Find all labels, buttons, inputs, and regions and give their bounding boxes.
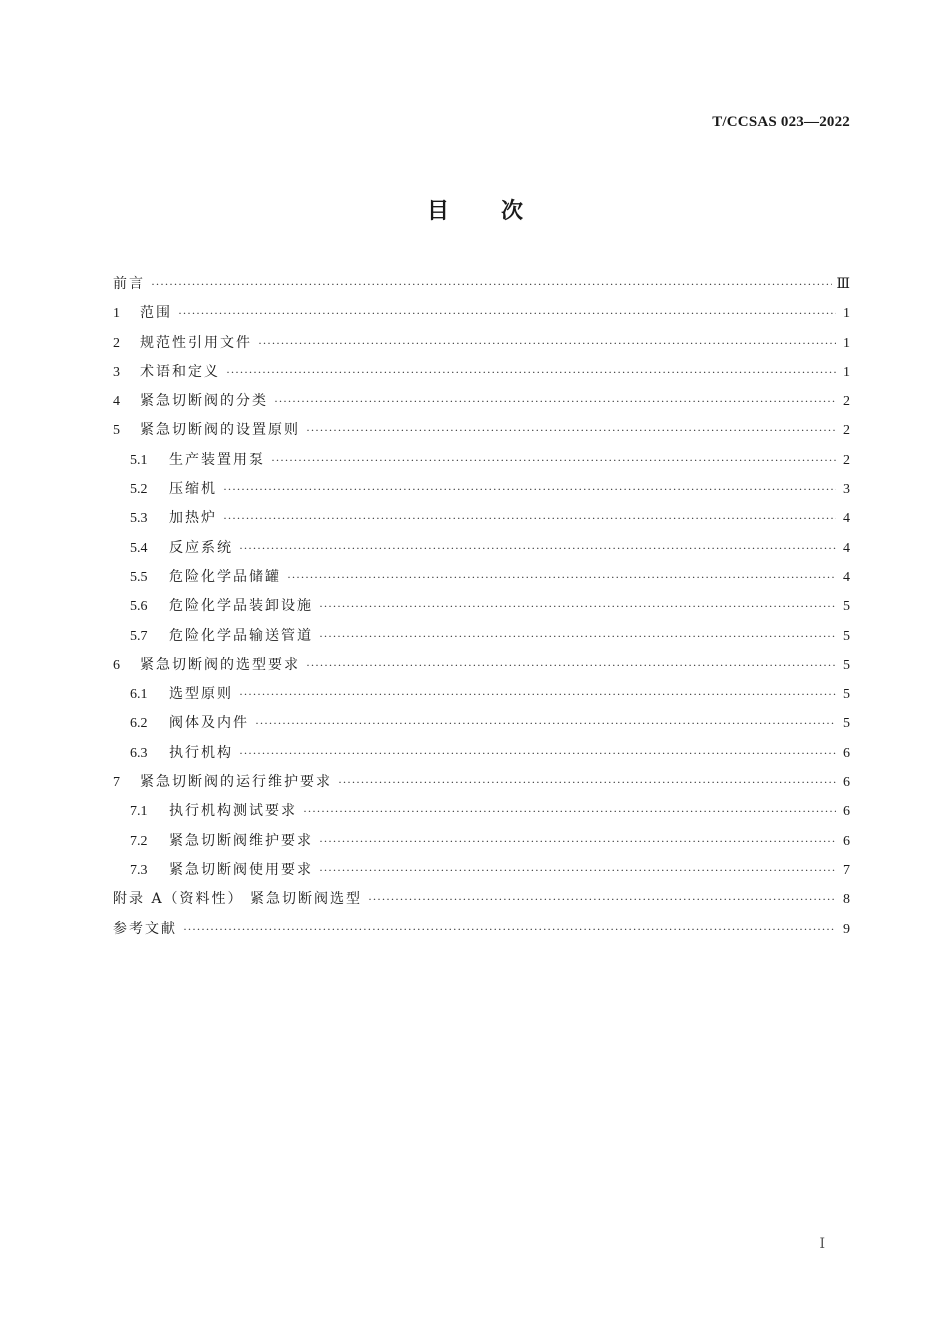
toc-entry-label: 规范性引用文件 [140, 334, 252, 351]
toc-entry-page: 1 [843, 306, 850, 322]
toc-entry-label: 紧急切断阀使用要求 [169, 861, 313, 878]
dot-leader [338, 768, 836, 797]
toc-entry-number: 5 [113, 423, 120, 439]
document-code: T/CCSAS 023—2022 [712, 114, 850, 130]
toc-entry-number: 6.3 [130, 745, 148, 761]
toc-entry-page: 4 [843, 511, 850, 527]
toc-entry[interactable] [113, 329, 850, 358]
toc-entry-label: 执行机构 [169, 744, 233, 761]
toc-title: 目次 [426, 199, 575, 224]
toc-entry-page: 5 [843, 599, 850, 615]
toc-entry-page: 2 [843, 423, 850, 439]
toc-entry[interactable] [113, 504, 850, 533]
toc-entry[interactable] [113, 915, 850, 944]
dot-leader [287, 563, 836, 592]
toc-entry-number: 5.3 [130, 511, 148, 527]
toc-entry-page: 4 [843, 540, 850, 556]
dot-leader [306, 651, 836, 680]
toc-entry[interactable] [113, 885, 850, 914]
toc-entry-label: 危险化学品输送管道 [169, 627, 313, 644]
dot-leader [319, 592, 836, 621]
toc-entry-label: 紧急切断阀的选型要求 [140, 656, 300, 673]
dot-leader [319, 856, 836, 885]
toc-entry-page: 9 [843, 921, 850, 937]
dot-leader [178, 299, 836, 328]
dot-leader [319, 827, 836, 856]
toc-entry-label: 阀体及内件 [169, 715, 249, 732]
toc-entry-page: Ⅲ [836, 277, 850, 292]
toc-entry[interactable] [113, 709, 850, 738]
toc-entry-page: 5 [843, 716, 850, 732]
toc-entry[interactable] [113, 680, 850, 709]
toc-entry[interactable] [113, 622, 850, 651]
toc-entry[interactable] [113, 739, 850, 768]
dot-leader [306, 416, 836, 445]
dot-leader [319, 622, 836, 651]
dot-leader [239, 534, 836, 563]
toc-entry-page: 7 [843, 862, 850, 878]
toc-entry-number: 6 [113, 657, 120, 673]
toc-entry-number: 7.2 [130, 833, 148, 849]
toc-entry-label: 选型原则 [169, 686, 233, 703]
dot-leader [258, 329, 836, 358]
toc-entry-number: 1 [113, 306, 120, 322]
toc-entry-page: 5 [843, 657, 850, 673]
toc-entry-number: 5.4 [130, 540, 148, 556]
toc-entry-page: 1 [843, 364, 850, 380]
toc-entry-page: 2 [843, 394, 850, 410]
toc-entry[interactable] [113, 534, 850, 563]
toc-entry-number: 7.3 [130, 862, 148, 878]
toc-entry[interactable] [113, 416, 850, 445]
toc-entry[interactable] [113, 358, 850, 387]
dot-leader [239, 680, 836, 709]
toc-entry-page: 3 [843, 482, 850, 498]
toc-entry-label: 反应系统 [169, 539, 233, 556]
toc-entry-number: 2 [113, 335, 120, 351]
toc-entry-label: 前言 [113, 276, 145, 292]
toc-entry-label: 紧急切断阀的设置原则 [140, 422, 300, 439]
toc-entry[interactable] [113, 563, 850, 592]
toc-entry[interactable] [113, 387, 850, 416]
toc-entry-number: 5.5 [130, 569, 148, 585]
toc-list [113, 270, 850, 944]
toc-entry-page: 6 [843, 745, 850, 761]
toc-entry-number: 5.6 [130, 599, 148, 615]
toc-entry-label: 术语和定义 [140, 363, 220, 380]
toc-entry-page: 5 [843, 687, 850, 703]
toc-entry-number: 5.1 [130, 452, 148, 468]
toc-entry-number: 7.1 [130, 804, 148, 820]
dot-leader [239, 739, 836, 768]
toc-entry-label: 压缩机 [169, 481, 217, 498]
dot-leader [274, 387, 836, 416]
toc-entry[interactable] [113, 797, 850, 826]
toc-entry-label: 紧急切断阀的分类 [140, 393, 268, 410]
toc-entry-number: 5.2 [130, 482, 148, 498]
toc-entry-page: 6 [843, 775, 850, 791]
toc-entry[interactable] [113, 592, 850, 621]
toc-entry-label: 范围 [140, 305, 172, 322]
toc-entry-number: 6.1 [130, 687, 148, 703]
toc-entry-label: 危险化学品装卸设施 [169, 598, 313, 615]
dot-leader [255, 709, 836, 738]
toc-entry-page: 2 [843, 452, 850, 468]
toc-entry-label: 生产装置用泵 [169, 451, 265, 468]
toc-entry-page: 6 [843, 833, 850, 849]
toc-entry-page: 5 [843, 628, 850, 644]
toc-entry-number: 3 [113, 364, 120, 380]
dot-leader [368, 885, 836, 914]
dot-leader [303, 797, 836, 826]
toc-entry[interactable] [113, 475, 850, 504]
toc-entry[interactable] [113, 299, 850, 328]
toc-entry-number: 6.2 [130, 716, 148, 732]
toc-entry-label: 紧急切断阀维护要求 [169, 832, 313, 849]
toc-entry-number: 7 [113, 775, 120, 791]
toc-entry-page: 8 [843, 892, 850, 908]
toc-entry-label: 危险化学品储罐 [169, 568, 281, 585]
toc-entry[interactable] [113, 856, 850, 885]
toc-entry[interactable] [113, 270, 850, 299]
toc-entry[interactable] [113, 768, 850, 797]
toc-entry[interactable] [113, 651, 850, 680]
toc-entry-label: 紧急切断阀的运行维护要求 [140, 774, 332, 791]
toc-entry-label: 执行机构测试要求 [169, 803, 297, 820]
toc-entry-number: 4 [113, 394, 120, 410]
toc-entry-label: 参考文献 [113, 920, 177, 937]
toc-entry[interactable] [113, 827, 850, 856]
toc-entry-page: 1 [843, 335, 850, 351]
page-number: Ⅰ [819, 1237, 825, 1252]
toc-entry-label: 加热炉 [169, 510, 217, 527]
dot-leader [226, 358, 836, 387]
dot-leader [223, 504, 836, 533]
toc-entry-number: 5.7 [130, 628, 148, 644]
dot-leader [223, 475, 836, 504]
dot-leader [183, 915, 836, 944]
toc-entry-page: 4 [843, 569, 850, 585]
toc-entry-label: 附录 A（资料性） 紧急切断阀选型 [113, 891, 363, 908]
dot-leader [271, 446, 836, 475]
toc-entry-page: 6 [843, 804, 850, 820]
dot-leader [151, 270, 832, 299]
toc-entry[interactable] [113, 446, 850, 475]
